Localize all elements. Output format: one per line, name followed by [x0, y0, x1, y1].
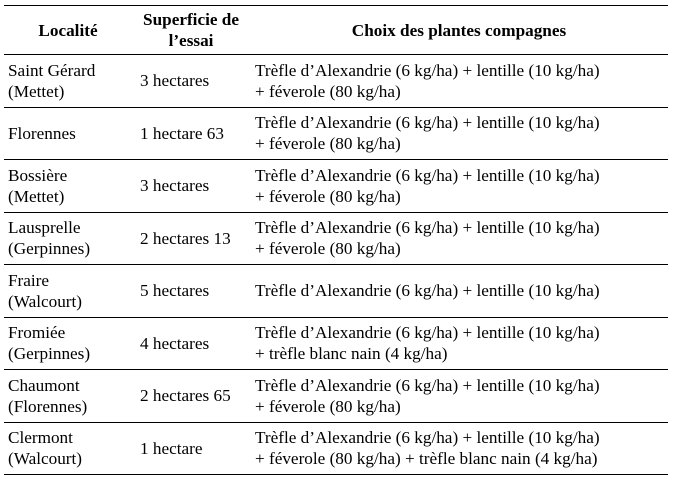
locality-commune: (Walcourt) [8, 449, 83, 469]
locality-commune: (Walcourt) [8, 291, 83, 311]
locality-cell [4, 370, 132, 423]
header-locality: Localité [38, 20, 98, 40]
locality-commune: (Florennes) [8, 396, 88, 416]
table-row [4, 107, 668, 160]
plants-cell [250, 265, 668, 318]
plants-cell [250, 422, 668, 475]
locality-name: Lausprelle [8, 218, 81, 238]
area-cell: 3 hectares [140, 176, 210, 196]
table-row [4, 212, 668, 265]
table-row [4, 265, 668, 318]
locality-name: Florennes [8, 123, 76, 143]
plants-line: + féverole (80 kg/ha) [255, 134, 401, 154]
plants-cell [250, 107, 668, 160]
locality-name: Clermont [8, 428, 73, 448]
area-cell: 5 hectares [140, 281, 210, 301]
plants-line: Trèfle d’Alexandrie (6 kg/ha) + lentille (10 kg/ha) [255, 281, 600, 301]
plants-line: + féverole (80 kg/ha) [255, 396, 401, 416]
locality-cell [4, 160, 132, 213]
area-cell: 1 hectare [140, 438, 203, 458]
plants-line: + trèfle blanc nain (4 kg/ha) [255, 344, 448, 364]
plants-line: Trèfle d’Alexandrie (6 kg/ha) + lentille (10 kg/ha) [255, 218, 600, 238]
plants-line: + féverole (80 kg/ha) [255, 81, 401, 101]
header-row [4, 6, 668, 55]
locality-cell [4, 422, 132, 475]
plants-line: + féverole (80 kg/ha) [255, 186, 401, 206]
locality-cell [4, 265, 132, 318]
locality-cell [4, 55, 132, 108]
plants-line: Trèfle d’Alexandrie (6 kg/ha) + lentille (10 kg/ha) [255, 165, 600, 185]
locality-commune: (Gerpinnes) [8, 344, 91, 364]
locality-name: Bossière [8, 165, 68, 185]
area-cell: 2 hectares 13 [140, 228, 231, 248]
plants-cell [250, 55, 668, 108]
plants-line: + féverole (80 kg/ha) + trèfle blanc nain (4 kg/ha) [255, 449, 598, 469]
locality-cell [4, 317, 132, 370]
locality-commune: (Gerpinnes) [8, 239, 91, 259]
locality-name: Fraire [8, 270, 50, 290]
locality-name: Chaumont [8, 375, 80, 395]
plants-cell [250, 212, 668, 265]
area-cell: 1 hectare 63 [140, 123, 224, 143]
table-row [4, 422, 668, 475]
locality-name: Fromiée [8, 323, 66, 343]
locality-cell [4, 107, 132, 160]
table-row [4, 370, 668, 423]
locality-commune: (Mettet) [8, 81, 65, 101]
header-plants: Choix des plantes compagnes [351, 20, 567, 40]
header-area: Superficie de l’essai [143, 10, 239, 50]
plants-cell [250, 317, 668, 370]
plants-line: Trèfle d’Alexandrie (6 kg/ha) + lentille (10 kg/ha) [255, 113, 600, 133]
plants-line: Trèfle d’Alexandrie (6 kg/ha) + lentille (10 kg/ha) [255, 428, 600, 448]
plants-cell [250, 370, 668, 423]
area-cell: 4 hectares [140, 333, 210, 353]
locality-cell [4, 212, 132, 265]
area-cell: 2 hectares 65 [140, 386, 231, 406]
plants-line: + féverole (80 kg/ha) [255, 239, 401, 259]
table-row [4, 160, 668, 213]
locality-name: Saint Gérard [8, 60, 96, 80]
table-row [4, 317, 668, 370]
plants-line: Trèfle d’Alexandrie (6 kg/ha) + lentille (10 kg/ha) [255, 323, 600, 343]
plants-line: Trèfle d’Alexandrie (6 kg/ha) + lentille (10 kg/ha) [255, 60, 600, 80]
table-header [4, 6, 668, 55]
plants-line: Trèfle d’Alexandrie (6 kg/ha) + lentille (10 kg/ha) [255, 375, 600, 395]
table-row [4, 55, 668, 108]
trial-table [4, 5, 668, 475]
plants-cell [250, 160, 668, 213]
locality-commune: (Mettet) [8, 186, 65, 206]
area-cell: 3 hectares [140, 71, 210, 91]
table-body [4, 55, 668, 475]
